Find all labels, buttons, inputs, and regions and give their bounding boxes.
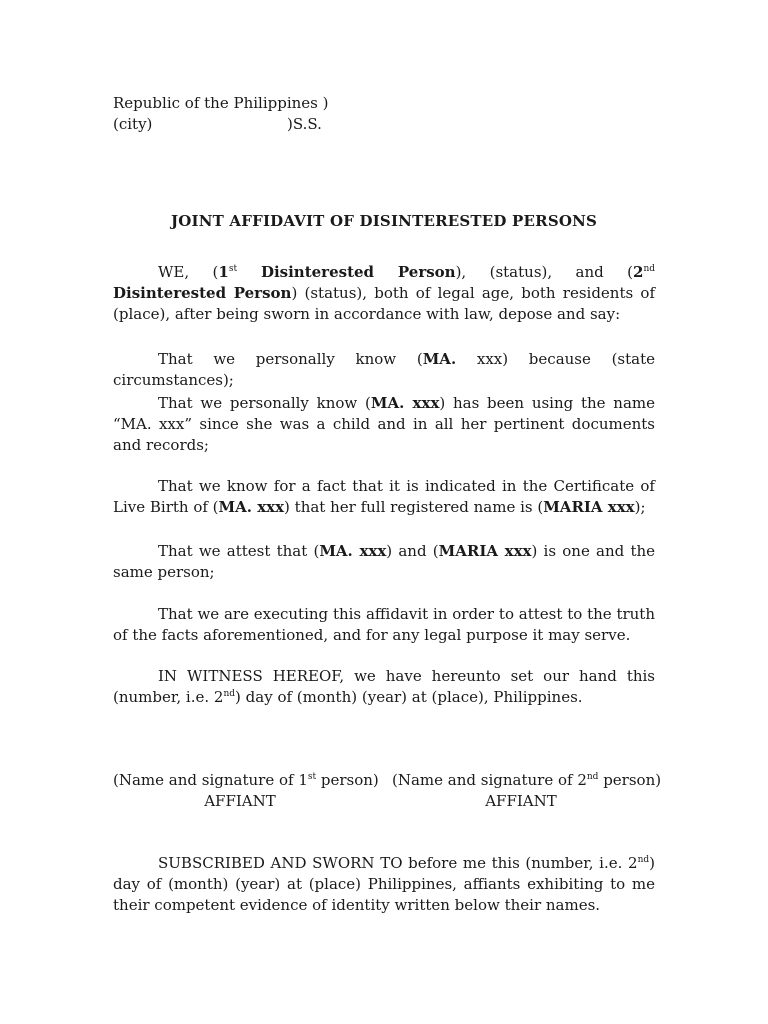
bold-run: MA. xxx bbox=[370, 394, 440, 412]
venue-ss: )S.S. bbox=[287, 115, 322, 133]
text-run: (Name and signature of 1 bbox=[113, 771, 308, 789]
bold-run: 1 bbox=[218, 263, 229, 281]
statement-paragraph-1 bbox=[113, 349, 655, 391]
statement-paragraph-5: That we are executing this affidavit in order to attest to the truth of the facts aforementioned, and for any legal purpose it may serve. bbox=[113, 605, 655, 644]
text-run: (Name and signature of 2 bbox=[392, 771, 587, 789]
text-run: person) bbox=[598, 771, 662, 789]
ordinal-suffix: st bbox=[307, 772, 317, 782]
venue-country-line: Republic of the Philippines ) bbox=[113, 94, 329, 112]
venue-city: (city) bbox=[113, 115, 153, 133]
statement-paragraph-3 bbox=[113, 476, 655, 518]
witness-paragraph bbox=[113, 666, 655, 708]
text-run: ) day of (month) (year) at (place), Philippines. bbox=[235, 688, 583, 706]
text-run: ) is one and the same person; bbox=[113, 542, 656, 581]
text-run: WE, ( bbox=[158, 263, 219, 281]
text-run: That we personally know ( bbox=[158, 350, 423, 368]
ordinal-suffix: nd bbox=[643, 264, 656, 274]
ordinal-suffix: st bbox=[228, 264, 238, 274]
text-run: ) (status), both of legal age, both residents of (place), after being sworn in accordance with law, depose and say: bbox=[113, 284, 655, 323]
statement-paragraph-4 bbox=[113, 541, 655, 583]
text-run: ) day of (month) (year) at (place) Philippines, affiants exhibiting to me their competent evidence of identity written below their names. bbox=[113, 854, 655, 914]
ordinal-suffix: nd bbox=[586, 772, 599, 782]
bold-run: Disinterested Person bbox=[113, 284, 292, 302]
text-run: That we personally know ( bbox=[158, 394, 371, 412]
signature-label-1 bbox=[113, 771, 379, 789]
text-run: That we know for a fact that it is indicated in the Certificate of Live Birth of ( bbox=[113, 477, 655, 516]
text-run: IN WITNESS HEREOF, we have hereunto set our hand this (number, i.e. 2 bbox=[113, 667, 655, 706]
text-run: ) has been using the name “MA. xxx” since she was a child and in all her pertinent documents and records; bbox=[113, 394, 656, 454]
text-run: ), (status), and ( bbox=[455, 263, 634, 281]
text-run: SUBSCRIBED AND SWORN TO before me this (number, i.e. 2 bbox=[158, 854, 638, 872]
ordinal-suffix: nd bbox=[223, 689, 236, 699]
statement-paragraph-2 bbox=[113, 393, 655, 456]
signature-block-1 bbox=[113, 770, 379, 812]
bold-run: MA. bbox=[422, 350, 457, 368]
text-run: xxx) because (state circumstances); bbox=[113, 350, 655, 389]
signature-block-2 bbox=[392, 770, 662, 812]
venue-block bbox=[113, 93, 329, 135]
bold-run: Disinterested Person bbox=[237, 263, 456, 281]
bold-run: MARIA xxx bbox=[543, 498, 635, 516]
bold-run: 2 bbox=[633, 263, 644, 281]
document-title: JOINT AFFIDAVIT OF DISINTERESTED PERSONS bbox=[170, 212, 598, 230]
text-run: ); bbox=[634, 498, 646, 516]
affiant-label-2: AFFIANT bbox=[485, 792, 557, 810]
affiants-paragraph bbox=[113, 262, 655, 325]
text-run: person) bbox=[316, 771, 379, 789]
ordinal-suffix: nd bbox=[637, 855, 650, 865]
bold-run: MARIA xxx bbox=[438, 542, 532, 560]
venue-city-line bbox=[113, 114, 329, 135]
signature-label-2 bbox=[392, 771, 661, 789]
text-run: ) and ( bbox=[386, 542, 439, 560]
text-run: ) that her full registered name is ( bbox=[284, 498, 544, 516]
bold-run: MA. xxx bbox=[319, 542, 387, 560]
bold-run: MA. xxx bbox=[218, 498, 285, 516]
text-run: That we attest that ( bbox=[158, 542, 320, 560]
jurat-paragraph bbox=[113, 853, 655, 916]
affiant-label-1: AFFIANT bbox=[204, 792, 276, 810]
